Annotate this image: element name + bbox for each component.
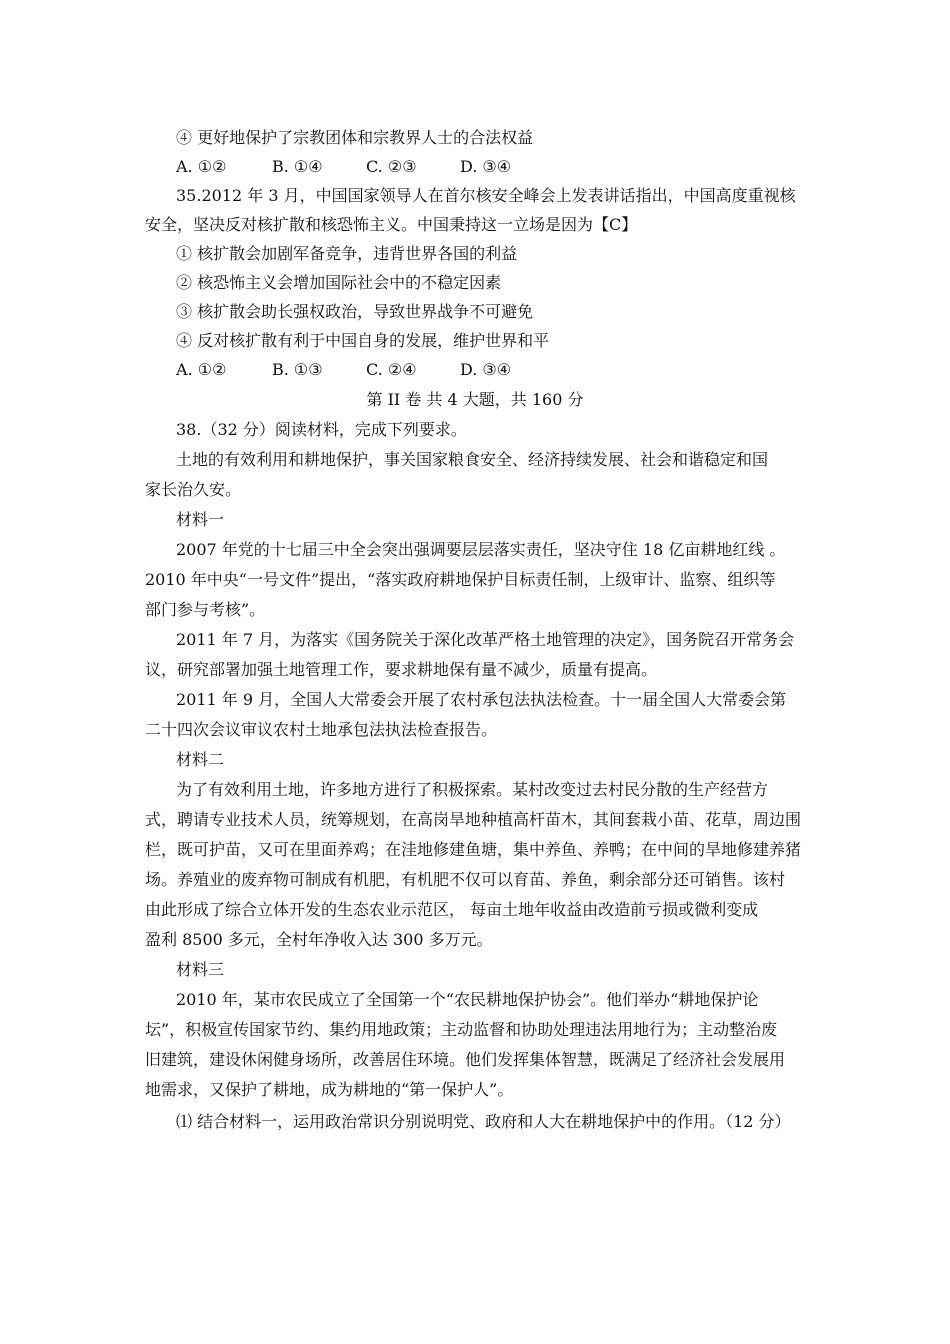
q38-header: 38.（32 分）阅读材料，完成下列要求。 [176,420,467,439]
q35-option-a: A. ①② [176,360,227,379]
material-2-line-5: 由此形成了综合立体开发的生态农业示范区， 每亩土地年收益由改造前亏损或微利变成 [145,900,759,919]
material-2-line-2: 式，聘请专业技术人员，统筹规划，在高岗旱地种植高杆苗木，其间套栽小苗、花草，周边围 [145,810,802,829]
material-1-para-1-line-1: 2007 年党的十七届三中全会突出强调要层层落实责任，坚决守住 18 亿亩耕地红线 。 [176,540,786,559]
q34-option-c: C. ②③ [366,157,417,176]
material-3-line-3: 旧建筑，建设休闲健身场所，改善居住环境。他们发挥集体智慧，既满足了经济社会发展用 [145,1050,786,1069]
material-3-line-4: 地需求，又保护了耕地，成为耕地的“第一保护人”。 [145,1080,514,1099]
q35-option-d: D. ③④ [460,360,512,379]
material-2-line-4: 场。养殖业的废弃物可制成有机肥，有机肥不仅可以育苗、养鱼，剩余部分还可销售。该村 [145,870,786,889]
material-1-para-2-line-2: 议，研究部署加强土地管理工作，要求耕地保有量不减少，质量有提高。 [145,660,658,679]
material-2-line-3: 栏，既可护苗，又可在里面养鸡；在洼地修建鱼塘，集中养鱼、养鸭；在中间的旱地修建养猪 [145,840,802,859]
material-2-title: 材料二 [176,750,225,769]
q38-intro-line-2: 家长治久安。 [145,480,242,499]
material-1-para-3-line-2: 二十四次会议审议农村土地承包法执法检查报告。 [145,720,498,739]
material-1-title: 材料一 [176,510,225,529]
q34-option-b: B. ①④ [272,157,323,176]
q35-stem-line-2: 安全，坚决反对核扩散和核恐怖主义。中国秉持这一立场是因为【C】 [145,215,638,234]
material-1-para-1-line-2: 2010 年中央“一号文件”提出，“落实政府耕地保护目标责任制，上级审计、监察、组织等 [145,570,776,589]
q35-options [176,360,511,380]
material-1-para-1-line-3: 部门参与考核”。 [145,600,266,619]
q34-item-4: ④ 更好地保护了宗教团体和宗教界人士的合法权益 [176,128,534,147]
q35-option-b: B. ①③ [272,360,323,379]
q34-options [176,157,511,177]
material-1-para-3-line-1: 2011 年 9 月，全国人大常委会开展了农村承包法执法检查。十一届全国人大常委会第 [176,690,787,709]
q34-option-d: D. ③④ [460,157,512,176]
q35-stem-line-1: 35.2012 年 3 月，中国国家领导人在首尔核安全峰会上发表讲话指出，中国高度重视核 [176,186,796,205]
material-2-line-6: 盈利 8500 多元，全村年净收入达 300 多万元。 [145,930,493,949]
material-3-line-1: 2010 年，某市农民成立了全国第一个“农民耕地保护协会”。他们举办“耕地保护论 [176,990,759,1009]
q35-item-1: ① 核扩散会加剧军备竞争，违背世界各国的利益 [176,244,518,263]
q35-item-4: ④ 反对核扩散有利于中国自身的发展，维护世界和平 [176,331,550,350]
q38-intro-line-1: 土地的有效利用和耕地保护，事关国家粮食安全、经济持续发展、社会和谐稳定和国 [176,450,769,469]
material-2-line-1: 为了有效利用土地，许多地方进行了积极探索。某村改变过去村民分散的生产经营方 [176,780,769,799]
sub-question-1: ⑴ 结合材料一，运用政治常识分别说明党、政府和人大在耕地保护中的作用。（12 分） [176,1112,791,1131]
q34-option-a: A. ①② [176,157,227,176]
q35-option-c: C. ②④ [366,360,417,379]
q35-item-2: ② 核恐怖主义会增加国际社会中的不稳定因素 [176,273,502,292]
section-title: 第 II 卷 共 4 大题，共 160 分 [366,390,584,409]
material-3-line-2: 坛”，积极宣传国家节约、集约用地政策；主动监督和协助处理违法用地行为；主动整治废 [145,1020,778,1039]
material-3-title: 材料三 [176,960,225,979]
q35-item-3: ③ 核扩散会助长强权政治，导致世界战争不可避免 [176,302,534,321]
material-1-para-2-line-1: 2011 年 7 月，为落实《国务院关于深化改革严格土地管理的决定》，国务院召开常务会 [176,630,795,649]
